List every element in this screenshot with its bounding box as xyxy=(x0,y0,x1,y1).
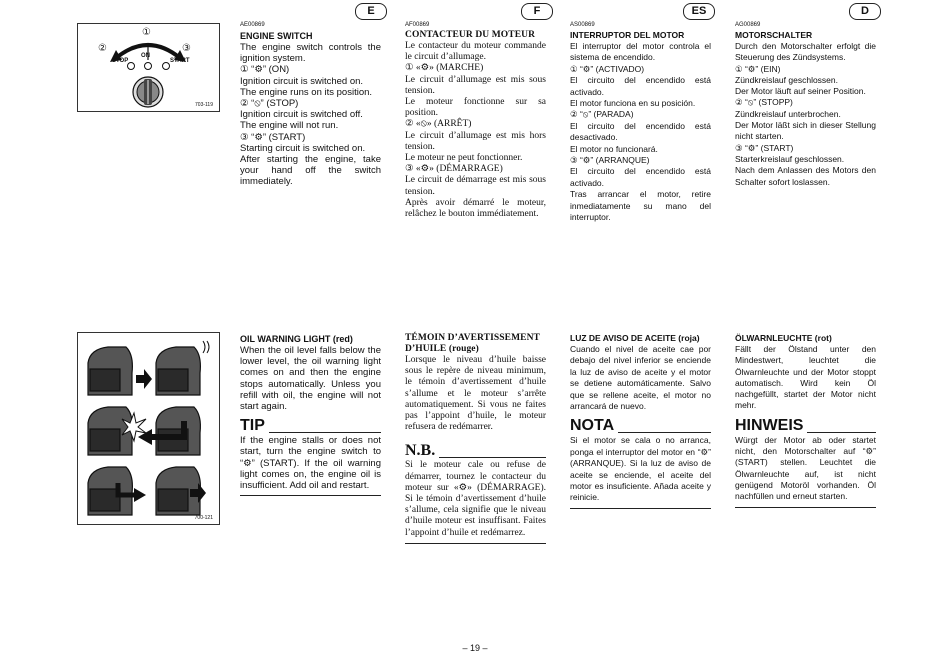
nb-end-rule xyxy=(405,543,546,544)
section-body: Le contacteur du moteur commande le circuit d’allumage. ① «⚙» (MARCHE) Le circuit d’allumage est mis sous tension. Le moteur fonctionne sur sa position. ② «⦸» (ARRÊT) Le circuit d’allumage est mis hors tension. Le moteur ne peut fonctionner. ③ «⚙» (DÉMARRAGE) Le circuit de démarrage est mis sous tension. Après avoir démarré le moteur, relâchez le bouton immédiatement. xyxy=(405,41,546,220)
section-body: El interruptor del motor controla el sistema de encendido. ① “⚙” (ACTIVADO) El circuito del encendido está activado. El motor funciona en su posición. ② “⦸” (PARADA) El circuito del encendido está desactivado. El motor no funcionará. ③ “⚙” (ARRANQUE) El circuito del encendido está activado. Tras arrancar el motor, retire inmediatamente su mano del interruptor. xyxy=(570,41,711,223)
section-code: AS00869 xyxy=(570,22,595,28)
section-body: When the oil level falls below the lower level, the oil warning light comes on and then the engine stops automatically. Unless you refill with oil, the engine will not start again. xyxy=(240,345,381,413)
hinweis-heading xyxy=(735,417,876,435)
figure-callout-3: ③ xyxy=(182,43,191,54)
on-label: ON xyxy=(141,53,150,59)
engine-switch-column-es xyxy=(570,22,711,224)
section-title: ÖLWARNLEUCHTE (rot) xyxy=(735,333,832,343)
tip-heading xyxy=(240,417,381,435)
figure-code: 700-121 xyxy=(194,515,213,521)
engine-switch-figure xyxy=(77,23,220,112)
engine-switch-column-d xyxy=(735,22,876,188)
oil-warning-illustration xyxy=(78,333,219,524)
nota-label: NOTA xyxy=(570,417,615,435)
oil-warning-column-e xyxy=(240,333,381,496)
page-number: – 19 – xyxy=(462,643,488,653)
hinweis-label: HINWEIS xyxy=(735,416,804,434)
stop-label: STOP xyxy=(112,58,129,64)
language-badge-d: D xyxy=(849,3,881,20)
section-body: Durch den Motorschalter erfolgt die Steuerung des Zündsystems. ① “⚙” (EIN) Zündkreislauf geschlossen. Der Motor läuft auf seiner Position. ② “⦸” (STOPP) Zündkreislauf unterbrochen. Der Motor läßt sich in dieser Stellung nicht starten. ③ “⚙” (START) Starterkreislauf geschlossen. Nach dem Anlassen des Motors den Schalter sofort loslassen. xyxy=(735,41,876,187)
section-body: Cuando el nivel de aceite cae por debajo del nivel inferior se enciende la luz de aviso de aceite y el motor se detiene automáticamente. Salvo que se rellene aceite, el motor no arrancará de nuevo. xyxy=(570,344,711,412)
nota-heading xyxy=(570,417,711,435)
section-title: ENGINE SWITCH xyxy=(240,31,313,41)
section-code: AE00869 xyxy=(240,22,265,28)
section-title: MOTORSCHALTER xyxy=(735,30,813,40)
tip-rule xyxy=(269,432,381,433)
language-badge-es: ES xyxy=(683,3,715,20)
section-code: AG00869 xyxy=(735,22,761,28)
hinweis-rule xyxy=(807,432,876,433)
section-title: INTERRUPTOR DEL MOTOR xyxy=(570,30,685,40)
engine-switch-column-f xyxy=(405,22,546,220)
section-title: TÉMOIN D’AVERTISSEMENT D’HUILE (rouge) xyxy=(405,333,540,354)
section-title: OIL WARNING LIGHT (red) xyxy=(240,334,353,344)
nb-heading xyxy=(405,442,546,460)
oil-warning-column-f xyxy=(405,333,546,544)
tip-label: TIP xyxy=(240,417,265,435)
section-title: LUZ DE AVISO DE ACEITE (roja) xyxy=(570,333,700,343)
engine-switch-column-e xyxy=(240,22,381,188)
section-title: CONTACTEUR DU MOTEUR xyxy=(405,30,536,40)
nota-rule xyxy=(618,432,711,433)
nb-label: N.B. xyxy=(405,442,436,460)
nb-rule xyxy=(439,457,546,458)
language-badge-f: F xyxy=(521,3,553,20)
oil-warning-column-es xyxy=(570,333,711,509)
nb-body: Si le moteur cale ou refuse de démarrer, tournez le contacteur du moteur sur «⚙» (DÉMARRAGE). Si le témoin d’avertissement d’huile s’allume, cela signifie que le niveau d’huile moteur est insuffisant. Faites l’appoint d’huile et redémarrez. xyxy=(405,460,546,538)
section-code: AF00869 xyxy=(405,22,430,28)
section-body: The engine switch controls the ignition system. ① “⚙” (ON) Ignition circuit is switched on. The engine runs on its position. ② “⦸” (STOP) Ignition circuit is switched off. The engine will not run. ③ “⚙” (START) Starting circuit is switched on. After starting the engine, take your hand off the switch immediately. xyxy=(240,42,381,188)
section-body: Lorsque le niveau d’huile baisse sous le repère de niveau minimum, le témoin d’avertissement d’huile s’allume et le moteur s’arrête automatiquement. Si vous ne faites pas l’appoint d’huile, le moteur refusera de redémarrer. xyxy=(405,355,546,433)
start-label: START xyxy=(170,58,190,64)
nota-body: Si el motor se cala o no arranca, ponga el interruptor del motor en “⚙” (ARRANQUE). Si la luz de aviso de aceite se enciende, el aceite del motor es insuficiente. Añada aceite y reinicie. xyxy=(570,435,711,503)
nota-end-rule xyxy=(570,508,711,509)
figure-code: 703-119 xyxy=(195,102,213,108)
figure-callout-2: ② xyxy=(98,43,107,54)
language-badge-e: E xyxy=(355,3,387,20)
hinweis-end-rule xyxy=(735,507,876,508)
oil-warning-figure xyxy=(77,332,220,525)
tip-body: If the engine stalls or does not start, turn the engine switch to “⚙” (START). If the oil warning light comes on, the engine oil is insufficient. Add oil and restart. xyxy=(240,435,381,492)
figure-callout-1: ① xyxy=(142,27,151,38)
hinweis-body: Würgt der Motor ab oder startet nicht, den Motorschalter auf “⚙” (START) stellen. Leuchtet die Ölwarnleuchte auf, ist nicht genügend Motoröl vorhanden. Öl nachfüllen und erneut starten. xyxy=(735,434,876,502)
section-body: Fällt der Ölstand unter den Mindestwert, leuchtet die Ölwarnleuchte und der Motor stoppt automatisch. Wird kein Öl nachgefüllt, startet der Motor nicht mehr. xyxy=(735,344,876,411)
tip-end-rule xyxy=(240,495,381,496)
oil-warning-column-d xyxy=(735,333,876,508)
